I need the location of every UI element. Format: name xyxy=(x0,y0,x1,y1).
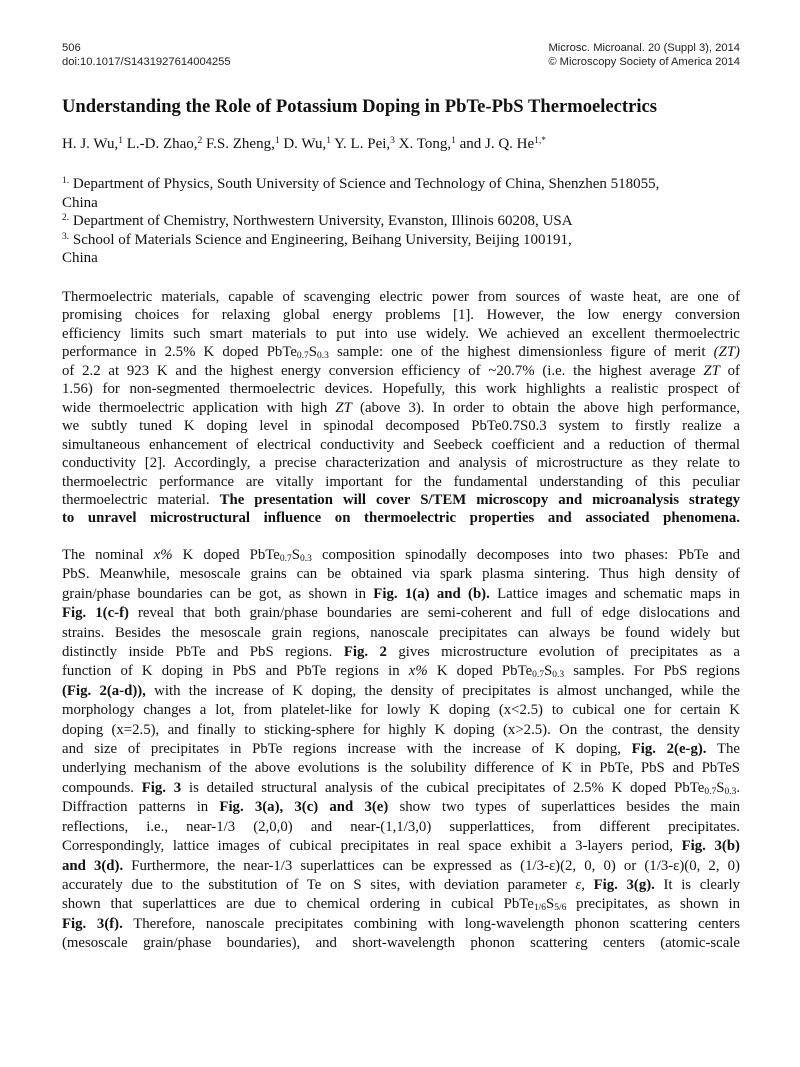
superscript: 1 xyxy=(451,136,456,146)
italic-run: x% xyxy=(408,663,428,680)
text-run: grain/phase boundaries can be got, as shown in xyxy=(62,585,374,602)
text-run: conductivity [2]. Accordingly, a precise characterization and analysis of microstructure as they relate to xyxy=(62,455,740,472)
bold-run: and 3(d). xyxy=(62,857,124,874)
text-run: The xyxy=(706,741,740,758)
text-run: wide thermoelectric application with high xyxy=(62,399,336,416)
text-run: . xyxy=(736,779,741,796)
text-run: School of Materials Science and Engineering, Beihang University, Beijing 100191, xyxy=(69,231,572,248)
text-run: S xyxy=(291,547,300,563)
subscript: 0.3 xyxy=(552,670,565,681)
text-run: distinctly inside PbTe and PbS regions. xyxy=(62,644,344,661)
bold-run: Fig. 2 xyxy=(343,644,387,661)
affiliation-line xyxy=(62,231,659,250)
text-line xyxy=(62,306,740,324)
text-line xyxy=(62,399,740,417)
superscript: 3. xyxy=(62,231,70,242)
text-line xyxy=(62,362,740,380)
superscript: 1 xyxy=(326,136,331,146)
text-line xyxy=(62,701,740,720)
italic-run: ZT xyxy=(703,362,720,379)
text-run: K doped PbTe xyxy=(427,663,533,680)
affiliation-line xyxy=(62,212,659,231)
text-run: China xyxy=(62,194,98,211)
text-line xyxy=(62,721,740,740)
bold-run: to unravel microstructural influence on thermoelectric properties and associated phenomena. xyxy=(62,510,740,527)
text-run: Diffraction patterns in xyxy=(62,799,220,816)
text-line xyxy=(62,779,740,798)
text-run: H. J. Wu, xyxy=(62,136,119,152)
superscript: 2. xyxy=(62,213,70,224)
subscript: 0.3 xyxy=(299,554,312,564)
text-run: compounds. xyxy=(62,779,142,796)
text-line xyxy=(62,624,740,643)
text-line xyxy=(62,818,740,837)
text-line xyxy=(62,454,740,472)
paper-title: Understanding the Role of Potassium Doping in PbTe-PbS Thermoelectrics xyxy=(62,96,658,117)
superscript: 1 xyxy=(118,136,123,146)
text-run: Department of Physics, South University of Science and Technology of China, Shenzhen 518055, xyxy=(69,176,660,192)
subscript: 1/6 xyxy=(533,903,546,914)
abstract-paragraph-1 xyxy=(62,288,740,528)
text-run: Therefore, nanoscale precipitates combining with long-wavelength phonon scattering centers xyxy=(122,915,741,932)
text-run: shown that superlattices are due to chemical ordering in cubical PbTe xyxy=(62,896,534,913)
subscript: 0.7 xyxy=(704,786,717,797)
copyright: © Microscopy Society of America 2014 xyxy=(548,56,740,68)
text-line xyxy=(62,798,740,817)
text-line xyxy=(62,934,740,953)
text-run: F.S. Zheng, xyxy=(202,136,275,152)
text-line xyxy=(62,509,740,527)
subscript: 5/6 xyxy=(554,903,567,914)
text-line xyxy=(62,585,740,604)
affiliations xyxy=(62,175,659,268)
bold-run: Fig. 2(e-g). xyxy=(631,741,707,758)
text-run: simultaneous enhancement of electrical conductivity and Seebeck coefficient and a reduction of thermal xyxy=(62,436,740,453)
bold-run: The presentation will cover S/TEM microscopy and microanalysis strategy xyxy=(219,491,740,508)
text-run: It is clearly xyxy=(654,876,740,893)
bold-run: Fig. 3(g). xyxy=(593,876,655,893)
text-run: S xyxy=(308,344,318,361)
text-run: 1.56) for non-segmented thermoelectric devices. Hopefully, this work highlights a realistic prospect of xyxy=(62,381,740,398)
text-run: strains. Besides the mesoscale grain regions, nanoscale precipitates can always be found widely but xyxy=(62,624,740,641)
superscript: 3 xyxy=(390,136,395,146)
text-run: precipitates, as shown in xyxy=(566,896,740,913)
text-line xyxy=(62,380,740,398)
bold-run: Fig. 3 xyxy=(141,779,182,796)
text-run: China xyxy=(62,250,98,267)
text-run: Correspondingly, lattice images of cubical precipitates in real space exhibit a 3-layers period, xyxy=(62,838,682,855)
subscript: 0.7 xyxy=(279,554,292,564)
text-run: show two types of superlattices besides the main xyxy=(388,799,740,816)
page-number: 506 xyxy=(62,42,81,54)
text-run: Furthermore, the near-1/3 superlattices can be expressed as (1/3-ε)(2, 0, 0) or (1/3-ε)(0, 2, 0) xyxy=(123,857,740,874)
text-run: composition spinodally decomposes into two phases: PbTe and xyxy=(311,547,740,563)
bold-run: Fig. 1(a) and (b). xyxy=(373,585,490,602)
subscript: 0.3 xyxy=(317,351,329,362)
header-right xyxy=(548,41,740,69)
text-line xyxy=(62,325,740,343)
text-run: X. Tong, xyxy=(394,136,452,152)
text-run: S xyxy=(716,779,725,796)
italic-run: (ZT) xyxy=(713,344,740,361)
text-line xyxy=(62,604,740,623)
text-run: and J. Q. He xyxy=(455,136,535,152)
text-run: underlying mechanism of the above evolutions is the solubility difference of K in PbTe, PbS and PbTeS xyxy=(62,760,740,777)
bold-run: (Fig. 2(a-d)), xyxy=(62,682,146,699)
text-run: S xyxy=(544,663,553,680)
text-run: The nominal xyxy=(62,547,154,563)
text-run: D. Wu, xyxy=(279,136,327,152)
text-line xyxy=(62,895,740,914)
text-run: Lattice images and schematic maps in xyxy=(489,585,741,602)
text-run: gives microstructure evolution of precipitates as a xyxy=(386,644,740,661)
text-run: we subtly tuned K doping level in spinodal decomposed PbTe0.7S0.3 system to firstly realize a xyxy=(62,418,740,435)
text-run: doping (x=2.5), and finally to sticking-sphere for highly K doping (x>2.5). On the contrast, the density xyxy=(62,721,740,738)
text-run: K doped PbTe xyxy=(172,547,280,563)
subscript: 0.3 xyxy=(724,786,737,797)
text-run: sample: one of the highest dimensionless figure of merit xyxy=(328,344,714,361)
text-run: L.-D. Zhao, xyxy=(122,136,198,152)
text-line xyxy=(62,565,740,584)
text-run: Y. L. Pei, xyxy=(330,136,391,152)
text-run: Department of Chemistry, Northwestern University, Evanston, Illinois 60208, USA xyxy=(69,213,573,230)
text-line xyxy=(62,682,740,701)
journal-citation: Microsc. Microanal. 20 (Suppl 3), 2014 xyxy=(548,42,740,54)
text-line xyxy=(62,436,740,454)
affiliation-line xyxy=(62,175,659,194)
bold-run: Fig. 3(a), 3(c) and 3(e) xyxy=(219,799,389,816)
text-run: samples. For PbS regions xyxy=(564,663,741,680)
superscript: 1 xyxy=(274,136,280,146)
text-run xyxy=(585,877,594,893)
text-run: accurately due to the substitution of Te on S sites, with deviation parameter xyxy=(62,876,576,893)
authors-line xyxy=(62,136,546,153)
text-line xyxy=(62,288,740,306)
text-line xyxy=(62,857,740,876)
text-line xyxy=(62,740,740,759)
text-run: of xyxy=(719,362,740,379)
text-run: thermoelectric material. xyxy=(62,491,220,508)
text-run: and size of precipitates in PbTe regions increase with the increase of K doping, xyxy=(62,741,632,758)
text-line xyxy=(62,417,740,435)
text-line xyxy=(62,643,740,662)
text-run: PbS. Meanwhile, mesoscale grains can be obtained via spark plasma sintering. Thus high density of xyxy=(62,566,740,583)
text-run: is detailed structural analysis of the cubical precipitates of 2.5% K doped PbTe xyxy=(181,779,705,796)
superscript: 1. xyxy=(62,176,70,186)
text-run: promising choices for relaxing global energy problems [1]. However, the low energy conversion xyxy=(62,307,740,324)
affiliation-line xyxy=(62,194,659,213)
text-line xyxy=(62,662,740,681)
italic-run: x% xyxy=(153,547,173,563)
text-line xyxy=(62,343,740,361)
subscript: 0.7 xyxy=(296,351,309,362)
bold-run: Fig. 3(f). xyxy=(62,915,123,932)
italic-run: ε, xyxy=(575,876,585,893)
text-run: morphology changes a lot, from platelet-like for lowly K doping (x<2.5) to cubical one for certain K xyxy=(62,702,740,719)
text-run: Thermoelectric materials, capable of scavenging electric power from sources of waste heat, are one of xyxy=(62,289,740,305)
bold-run: Fig. 1(c-f) xyxy=(62,605,129,622)
text-run: performance in 2.5% K doped PbTe xyxy=(62,344,297,361)
author-list xyxy=(62,136,546,153)
text-run: function of K doping in PbS and PbTe regions in xyxy=(62,663,409,680)
superscript: 2 xyxy=(197,136,203,146)
abstract-paragraph-2 xyxy=(62,546,740,954)
text-run: with the increase of K doping, the density of precipitates is almost unchanged, while the xyxy=(145,682,740,699)
text-line xyxy=(62,837,740,856)
text-line xyxy=(62,876,740,895)
subscript: 0.7 xyxy=(532,670,545,681)
text-line xyxy=(62,491,740,509)
italic-run: ZT xyxy=(335,399,352,416)
affiliation-line xyxy=(62,249,659,268)
text-run: S xyxy=(545,896,555,913)
text-line xyxy=(62,473,740,491)
text-run: efficiency limits such smart materials to put into use widely. We achieved an excellent thermoelectric xyxy=(62,325,740,342)
text-run: reflections, i.e., near-1/3 (2,0,0) and near-(1,1/3,0) supperlattices, from different precipitates. xyxy=(62,818,740,835)
bold-run: Fig. 3(b) xyxy=(681,838,740,855)
superscript: 1,* xyxy=(534,136,547,146)
text-run: reveal that both grain/phase boundaries are semi-coherent and full of edge dislocations and xyxy=(128,605,741,622)
text-line xyxy=(62,915,740,934)
text-line xyxy=(62,546,740,565)
text-run: of 2.2 at 923 K and the highest energy conversion efficiency of ~20.7% (i.e. the highest average xyxy=(62,362,704,379)
text-run: (above 3). In order to obtain the above high performance, xyxy=(351,399,740,416)
doi: doi:10.1017/S1431927614004255 xyxy=(62,56,231,68)
text-line xyxy=(62,759,740,778)
header-left xyxy=(62,41,231,69)
text-run: (mesoscale grain/phase boundaries), and short-wavelength phonon scattering centers (atomic-scale xyxy=(62,935,740,952)
text-run: thermoelectric performance are vitally important for the fundamental understanding of this peculiar xyxy=(62,473,740,490)
